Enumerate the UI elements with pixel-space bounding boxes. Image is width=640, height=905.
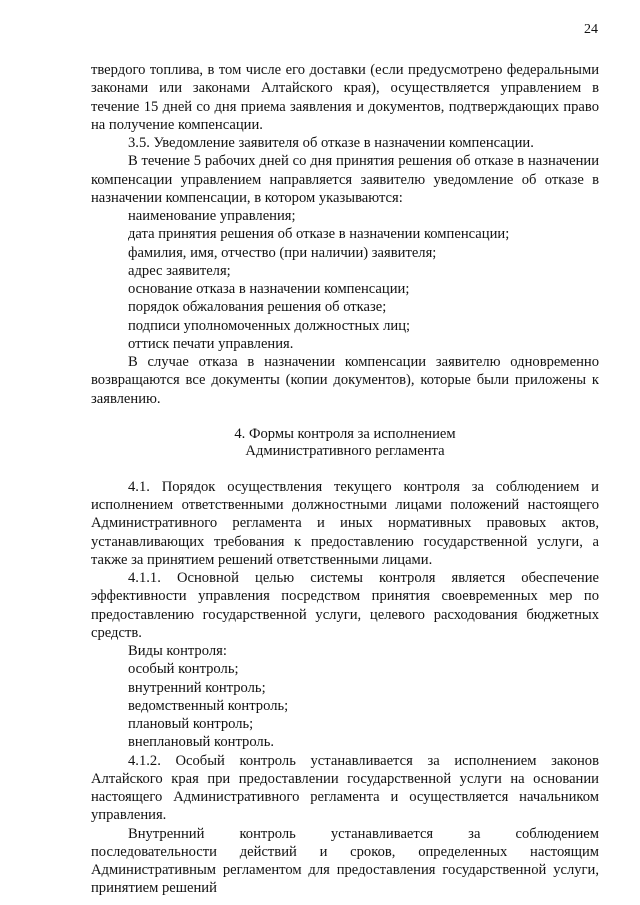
- notice-item: порядок обжалования решения об отказе;: [128, 299, 387, 316]
- section-4-heading-line-2: Административного регламента: [245, 442, 445, 459]
- control-types-title: Виды контроля:: [128, 643, 227, 659]
- page-content: [91, 61, 599, 898]
- notice-item: фамилия, имя, отчество (при наличии) заявителя;: [128, 244, 437, 261]
- paragraph-3-5-text: В течение 5 рабочих дней со дня принятия решения об отказе в назначении компенсации управлением направляется заявителю уведомление об отказе в назначении компенсации, в котором указываются:: [91, 153, 599, 206]
- notice-item: дата принятия решения об отказе в назначении компенсации;: [128, 226, 510, 243]
- paragraph-4-1: 4.1. Порядок осуществления текущего контроля за соблюдением и исполнением ответственными должностными лицами положений настоящего Административного регламента и иных нормативных правовых актов, устанавливающих требования к предоставлению государственной услуги, а также за принятием решений ответственными лицами.: [91, 478, 599, 568]
- control-type-item: плановый контроль;: [128, 716, 254, 732]
- notice-item: основание отказа в назначении компенсации;: [128, 281, 410, 297]
- control-type-item: особый контроль;: [128, 661, 239, 678]
- section-4-heading-line-1: 4. Формы контроля за исполнением: [234, 425, 456, 442]
- notice-item: адрес заявителя;: [128, 262, 231, 279]
- control-type-item: внутренний контроль;: [128, 679, 266, 696]
- control-type-item: внеплановый контроль.: [128, 734, 275, 751]
- paragraph-refusal-return: В случае отказа в назначении компенсации заявителю одновременно возвращаются все документы (копии документов), которые были приложены к заявлению.: [91, 354, 599, 407]
- notice-item: подписи уполномоченных должностных лиц;: [128, 317, 411, 334]
- paragraph-intro: твердого топлива, в том числе его доставки (если предусмотрено федеральными законами или законами Алтайского края), осуществляется управлением в течение 15 дней со дня приема заявления и документов, подтверждающих право на получение компенсации.: [91, 62, 599, 133]
- paragraph-4-1-1: 4.1.1. Основной целью системы контроля является обеспечение эффективности управления посредством принятия своевременных мер по предоставлению государственной услуги, целевого расходования бюджетных средств.: [91, 570, 599, 641]
- control-type-item: ведомственный контроль;: [128, 697, 289, 714]
- paragraph-internal-control: Внутренний контроль устанавливается за соблюдением последовательности действий и сроков, определенных настоящим Административным регламентом для предоставления государственной услуги, принятием решений: [91, 825, 599, 897]
- notice-item: наименование управления;: [128, 208, 296, 224]
- paragraph-3-5-title: 3.5. Уведомление заявителя об отказе в назначении компенсации.: [128, 135, 534, 151]
- paragraph-4-1-2: 4.1.2. Особый контроль устанавливается за исполнением законов Алтайского края при предоставлении государственной услуги на основании настоящего Административного регламента и осуществляется начальником управления.: [91, 752, 599, 824]
- notice-item: оттиск печати управления.: [128, 335, 294, 352]
- section-4-heading: [91, 426, 599, 460]
- page-number: 24: [584, 22, 598, 37]
